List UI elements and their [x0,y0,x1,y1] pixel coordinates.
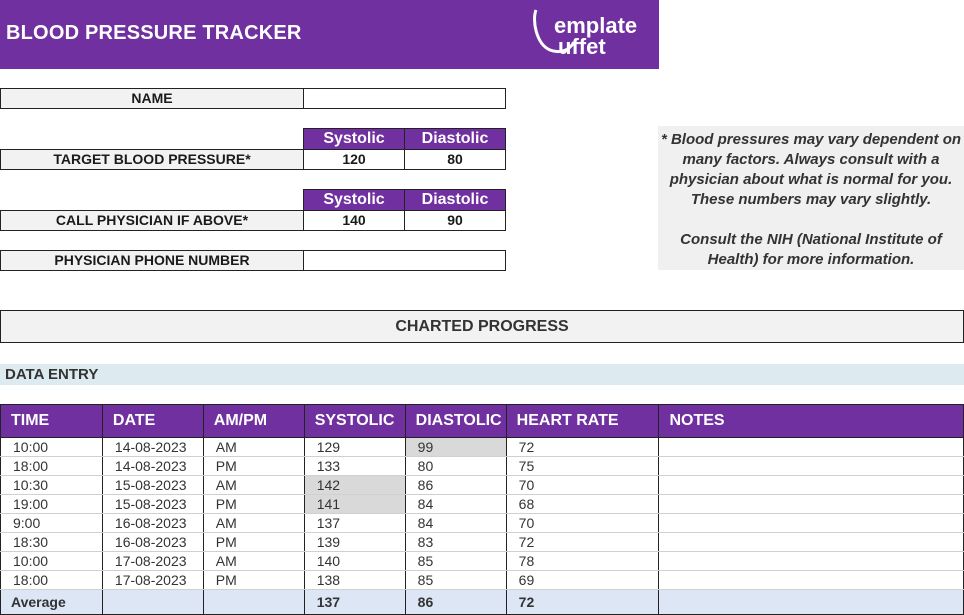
col-header-date[interactable]: DATE [102,405,203,438]
call-diastolic-header: Diastolic [404,189,506,211]
cell-ampm[interactable]: AM [203,514,304,533]
cell-notes[interactable] [659,533,964,552]
cell-time[interactable]: 18:30 [1,533,103,552]
cell-date[interactable]: 16-08-2023 [102,533,203,552]
table-row [1,514,964,533]
cell-time[interactable]: 18:00 [1,571,103,590]
cell-notes[interactable] [659,476,964,495]
cell-systolic[interactable]: 137 [304,514,405,533]
cell-notes[interactable] [659,552,964,571]
cell-date[interactable]: 14-08-2023 [102,457,203,476]
target-diastolic-value[interactable]: 80 [404,149,506,170]
svg-text:uffet: uffet [558,34,606,59]
table-row [1,533,964,552]
disclaimer-note [658,126,964,270]
cell-ampm[interactable]: PM [203,571,304,590]
cell-ampm[interactable]: AM [203,438,304,457]
data-table [0,404,964,615]
cell-time[interactable]: 10:30 [1,476,103,495]
name-field[interactable] [303,88,506,109]
col-header-time[interactable]: TIME [1,405,103,438]
table-row [1,495,964,514]
cell-time[interactable]: 19:00 [1,495,103,514]
col-header-systolic[interactable]: SYSTOLIC [304,405,405,438]
cell-heart-rate[interactable]: 72 [506,438,659,457]
table-row [1,438,964,457]
cell-diastolic[interactable]: 85 [405,571,506,590]
cell-heart-rate[interactable]: 70 [506,514,659,533]
average-date-empty [102,590,203,615]
svg-text:emplate: emplate [554,13,638,38]
average-systolic: 137 [304,590,405,615]
cell-notes[interactable] [659,438,964,457]
cell-notes[interactable] [659,495,964,514]
col-header-heart-rate[interactable]: HEART RATE [506,405,659,438]
data-entry-heading: DATA ENTRY [0,364,964,385]
target-systolic-value[interactable]: 120 [303,149,405,170]
cell-ampm[interactable]: PM [203,533,304,552]
cell-time[interactable]: 10:00 [1,438,103,457]
cell-diastolic[interactable]: 80 [405,457,506,476]
call-physician-label: CALL PHYSICIAN IF ABOVE* [0,210,304,231]
template-buffet-logo[interactable] [530,6,652,60]
logo-graphic [530,6,652,60]
cell-notes[interactable] [659,457,964,476]
cell-systolic[interactable]: 129 [304,438,405,457]
cell-heart-rate[interactable]: 75 [506,457,659,476]
average-diastolic: 86 [405,590,506,615]
cell-time[interactable]: 9:00 [1,514,103,533]
cell-diastolic[interactable]: 99 [405,438,506,457]
average-notes-empty [659,590,964,615]
target-systolic-header: Systolic [303,128,405,150]
cell-date[interactable]: 17-08-2023 [102,571,203,590]
header-banner [0,0,659,69]
cell-ampm[interactable]: PM [203,457,304,476]
cell-heart-rate[interactable]: 72 [506,533,659,552]
cell-diastolic[interactable]: 83 [405,533,506,552]
cell-heart-rate[interactable]: 68 [506,495,659,514]
cell-time[interactable]: 10:00 [1,552,103,571]
cell-ampm[interactable]: PM [203,495,304,514]
cell-heart-rate[interactable]: 78 [506,552,659,571]
cell-systolic[interactable]: 133 [304,457,405,476]
call-diastolic-value[interactable]: 90 [404,210,506,231]
cell-time[interactable]: 18:00 [1,457,103,476]
cell-diastolic[interactable]: 86 [405,476,506,495]
average-row [1,590,964,615]
charted-progress-bar[interactable]: CHARTED PROGRESS [0,310,964,343]
cell-heart-rate[interactable]: 69 [506,571,659,590]
name-label: NAME [0,88,304,109]
cell-heart-rate[interactable]: 70 [506,476,659,495]
target-bp-label: TARGET BLOOD PRESSURE* [0,149,304,170]
average-heart-rate: 72 [506,590,659,615]
cell-ampm[interactable]: AM [203,552,304,571]
cell-systolic[interactable]: 141 [304,495,405,514]
cell-date[interactable]: 15-08-2023 [102,495,203,514]
cell-systolic[interactable]: 138 [304,571,405,590]
cell-diastolic[interactable]: 84 [405,514,506,533]
cell-date[interactable]: 14-08-2023 [102,438,203,457]
cell-systolic[interactable]: 140 [304,552,405,571]
col-header-notes[interactable]: NOTES [659,405,964,438]
table-row [1,552,964,571]
col-header-diastolic[interactable]: DIASTOLIC [405,405,506,438]
target-diastolic-header: Diastolic [404,128,506,150]
cell-notes[interactable] [659,571,964,590]
average-ampm-empty [203,590,304,615]
cell-systolic[interactable]: 142 [304,476,405,495]
table-header-row [1,405,964,438]
cell-date[interactable]: 17-08-2023 [102,552,203,571]
table-row [1,571,964,590]
call-systolic-value[interactable]: 140 [303,210,405,231]
col-header-ampm[interactable]: AM/PM [203,405,304,438]
cell-diastolic[interactable]: 85 [405,552,506,571]
phone-label: PHYSICIAN PHONE NUMBER [0,250,304,271]
cell-date[interactable]: 16-08-2023 [102,514,203,533]
average-label: Average [1,590,103,615]
table-row [1,457,964,476]
disclaimer-text: * Blood pressures may vary dependent on many factors. Always consult with a physician about what is normal for you. These numbers may vary slightly. [660,131,962,208]
page-title: BLOOD PRESSURE TRACKER [6,22,302,44]
phone-field[interactable] [303,250,506,271]
cell-ampm[interactable]: AM [203,476,304,495]
call-systolic-header: Systolic [303,189,405,211]
cell-notes[interactable] [659,514,964,533]
cell-systolic[interactable]: 139 [304,533,405,552]
table-row [1,476,964,495]
nih-reference-text: Consult the NIH (National Institute of Health) for more information. [680,231,942,268]
cell-diastolic[interactable]: 84 [405,495,506,514]
cell-date[interactable]: 15-08-2023 [102,476,203,495]
